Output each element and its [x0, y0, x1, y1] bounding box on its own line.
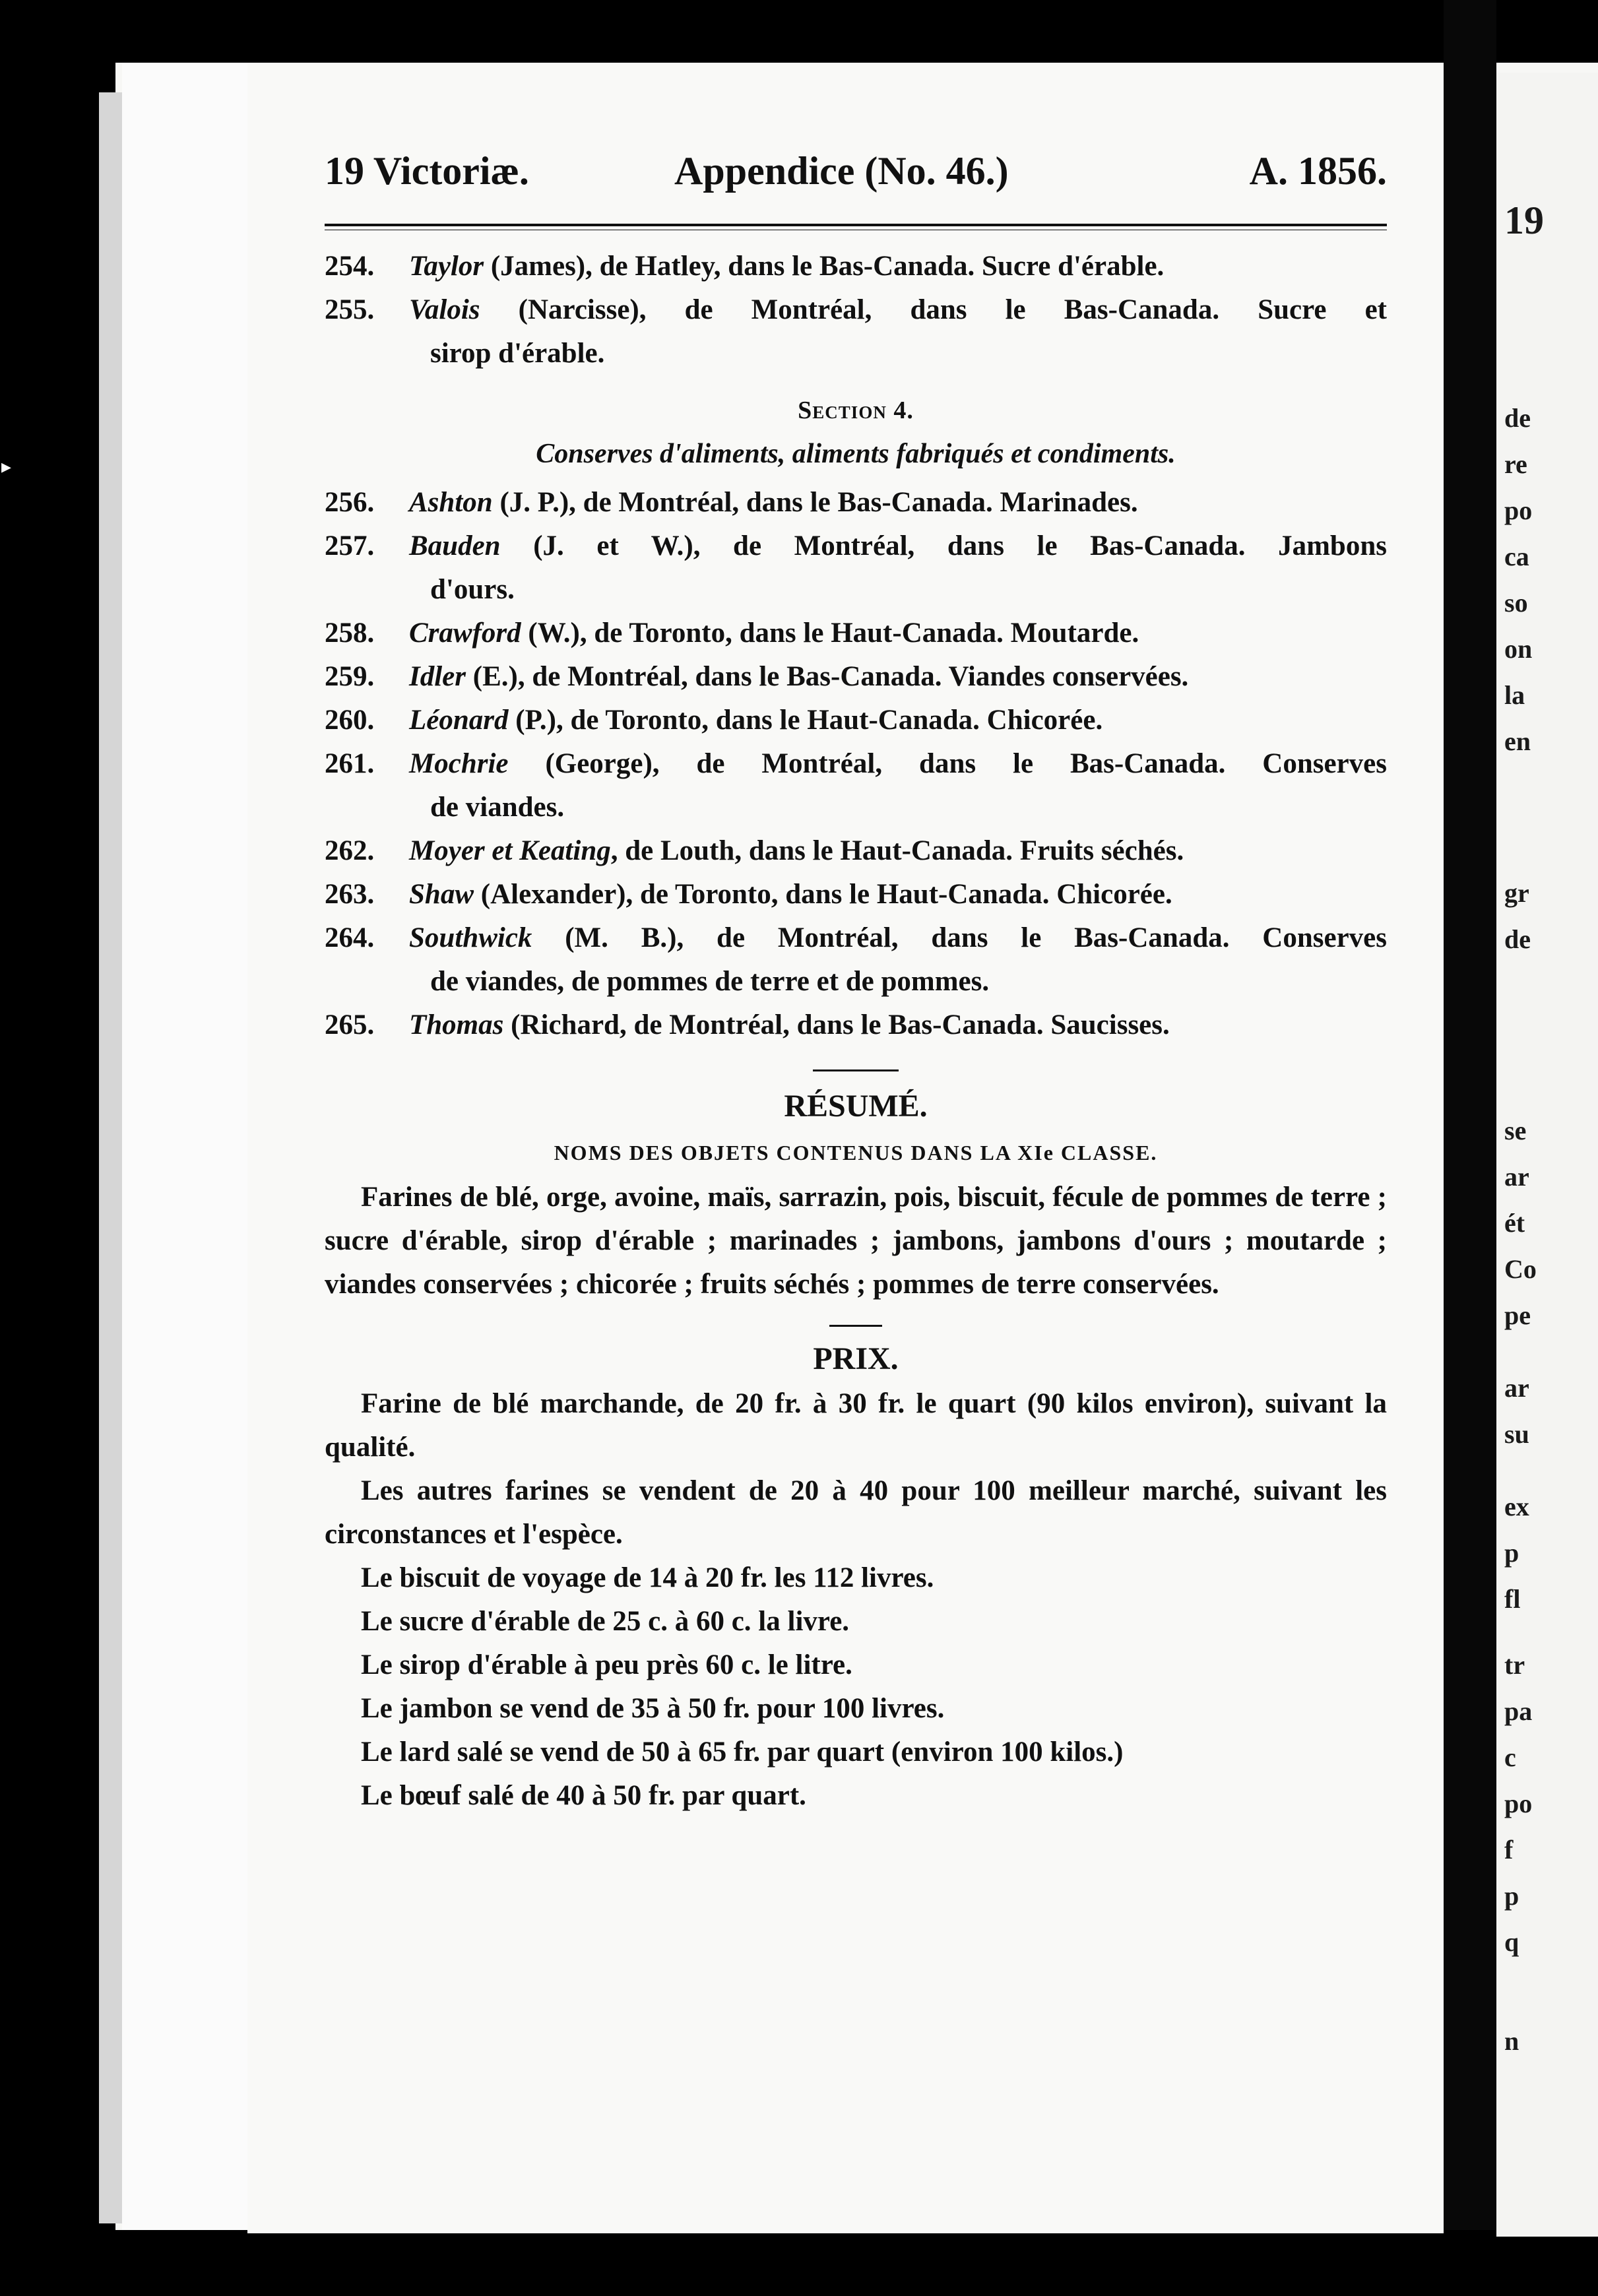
price-line: Farine de blé marchande, de 20 fr. à 30 fr. le quart (90 kilos environ), suivant la qualité. [325, 1388, 1387, 1463]
facing-page-fragment: po [1504, 495, 1533, 525]
facing-page-fragment: gr [1504, 878, 1529, 908]
facing-page [1496, 73, 1598, 2237]
catalog-entry [325, 742, 1387, 829]
entry-text: (Richard, de Montréal, dans le Bas-Canada. Saucisses. [503, 1009, 1170, 1040]
entry-text: (P.), de Toronto, dans le Haut-Canada. Chicorée. [508, 705, 1103, 736]
price-line: Le bœuf salé de 40 à 50 fr. par quart. [361, 1780, 806, 1811]
catalog-entry [325, 829, 1387, 873]
exhibitor-name: Southwick [409, 922, 532, 953]
entry-text: (Narcisse), de Montréal, dans le Bas-Canada. Sucre et [480, 294, 1387, 325]
facing-page-fragment: fl [1504, 1584, 1521, 1614]
catalog-entry [325, 481, 1387, 525]
scan-bottom-border [0, 2230, 1598, 2296]
catalog-entry [325, 699, 1387, 742]
entry-text: (E.), de Montréal, dans le Bas-Canada. Viandes conservées. [466, 661, 1189, 692]
facing-page-fragment: Co [1504, 1254, 1537, 1284]
facing-page-fragment: po [1504, 1789, 1533, 1818]
entry-continuation: d'ours. [430, 574, 515, 605]
header-rule [325, 224, 1387, 230]
section-title: Section 4. [798, 397, 914, 424]
prix-list [325, 1382, 1387, 1818]
exhibitor-name: Bauden [409, 530, 501, 561]
entry-number: 262. [325, 835, 375, 866]
facing-page-fragment: su [1504, 1419, 1529, 1449]
facing-page-fragment: re [1504, 449, 1527, 479]
facing-page-fragment: ca [1504, 542, 1529, 571]
facing-page-fragment: tr [1504, 1650, 1525, 1680]
price-line: Les autres farines se vendent de 20 à 40 pour 100 meilleur marché, suivant les circonstances et l'espèce. [325, 1475, 1387, 1550]
entry-line [325, 1009, 1170, 1040]
exhibitor-name: Thomas [409, 1009, 504, 1040]
entry-number: 256. [325, 487, 375, 518]
facing-page-fragment: f [1504, 1835, 1514, 1865]
facing-page-fragment: ét [1504, 1208, 1525, 1238]
entry-list-a [325, 245, 1387, 375]
facing-page-fragment: c [1504, 1742, 1516, 1772]
catalog-entry [325, 288, 1387, 375]
price-line: Le jambon se vend de 35 à 50 fr. pour 100 livres. [361, 1693, 945, 1724]
entry-number: 258. [325, 618, 375, 649]
facing-page-fragment: la [1504, 680, 1525, 710]
entry-number: 254. [325, 251, 375, 282]
facing-page-fragment: 19 [1504, 199, 1544, 242]
running-header [325, 148, 1387, 201]
facing-page-fragment: ar [1504, 1373, 1529, 1403]
page-content [325, 148, 1387, 1818]
header-right: A. 1856. [1249, 149, 1387, 193]
entry-text: (W.), de Toronto, dans le Haut-Canada. Moutarde. [521, 618, 1139, 649]
facing-page-fragment: de [1504, 403, 1531, 433]
scan-top-border [0, 0, 1598, 63]
catalog-entry [325, 525, 1387, 612]
exhibitor-name: Léonard [409, 705, 509, 736]
facing-page-fragment: pe [1504, 1300, 1531, 1330]
entry-number: 263. [325, 879, 375, 910]
entry-line [325, 530, 1387, 561]
exhibitor-name: Crawford [409, 618, 521, 649]
entry-text: (M. B.), de Montréal, dans le Bas-Canada. Conserves [532, 922, 1387, 953]
price-line: Le sirop d'érable à peu près 60 c. le litre. [361, 1649, 852, 1680]
catalog-entry [325, 916, 1387, 1004]
resume-title: RÉSUMÉ. [784, 1089, 928, 1124]
entry-line [325, 879, 1172, 910]
entry-text: , de Louth, dans le Haut-Canada. Fruits séchés. [610, 835, 1184, 866]
scan-left-border [0, 0, 115, 2296]
facing-page-fragment: p [1504, 1538, 1519, 1568]
entry-continuation: sirop d'érable. [430, 338, 605, 369]
entry-text: (George), de Montréal, dans le Bas-Canada. Conserves [508, 748, 1387, 779]
facing-page-fragment: so [1504, 588, 1528, 618]
facing-page-fragment: en [1504, 726, 1531, 756]
entry-text: (J. et W.), de Montréal, dans le Bas-Canada. Jambons [500, 530, 1387, 561]
entry-text: (Alexander), de Toronto, dans le Haut-Canada. Chicorée. [474, 879, 1172, 910]
catalog-entry [325, 245, 1387, 288]
price-line: Le lard salé se vend de 50 à 65 fr. par quart (environ 100 kilos.) [361, 1737, 1124, 1768]
entry-continuation: de viandes. [430, 792, 565, 823]
exhibitor-name: Moyer et Keating [409, 835, 611, 866]
page-edge [99, 92, 125, 2223]
facing-page-fragment: de [1504, 924, 1531, 954]
facing-page-fragment: ar [1504, 1162, 1529, 1192]
price-line: Le sucre d'érable de 25 c. à 60 c. la livre. [361, 1606, 850, 1637]
divider [829, 1325, 882, 1327]
catalog-entry [325, 1004, 1387, 1047]
scan-mark: ▸ [1, 456, 12, 478]
facing-page-fragment: p [1504, 1881, 1519, 1911]
entry-line [325, 922, 1387, 953]
facing-page-fragment: n [1504, 2026, 1519, 2056]
entry-number: 261. [325, 748, 375, 779]
entry-line [325, 487, 1138, 518]
facing-page-fragment: se [1504, 1116, 1527, 1145]
book-gutter [1444, 0, 1496, 2296]
entry-line [325, 748, 1387, 779]
facing-page-fragment: ex [1504, 1492, 1529, 1521]
exhibitor-name: Ashton [409, 487, 493, 518]
facing-page-fragment: pa [1504, 1696, 1533, 1726]
entry-line [325, 835, 1184, 866]
entry-text: (James), de Hatley, dans le Bas-Canada. Sucre d'érable. [484, 251, 1165, 282]
exhibitor-name: Mochrie [409, 748, 509, 779]
entry-line [325, 294, 1387, 325]
entry-text: (J. P.), de Montréal, dans le Bas-Canada. Marinades. [492, 487, 1138, 518]
entry-number: 264. [325, 922, 375, 953]
entry-line [325, 661, 1188, 692]
facing-page-fragment: on [1504, 634, 1533, 664]
entry-number: 265. [325, 1009, 375, 1040]
prix-title: PRIX. [813, 1341, 899, 1376]
section-subtitle: Conserves d'aliments, aliments fabriqués et condiments. [536, 439, 1176, 469]
header-left: 19 Victoriæ. [325, 149, 529, 193]
divider [813, 1069, 899, 1071]
page-margin [122, 63, 247, 2233]
entry-line [325, 618, 1139, 649]
catalog-entry [325, 655, 1387, 699]
exhibitor-name: Taylor [409, 251, 484, 282]
resume-text: Farines de blé, orge, avoine, maïs, sarrazin, pois, biscuit, fécule de pommes de terre ; sucre d'érable, sirop d'érable ; marinades ; jambons, jambons d'ours ; moutarde ; viandes conservées ; chicorée ; fruits séchés ; pommes de terre conservées. [325, 1182, 1387, 1300]
exhibitor-name: Idler [409, 661, 466, 692]
entry-number: 255. [325, 294, 375, 325]
entry-line [325, 705, 1103, 736]
facing-page-fragment: q [1504, 1927, 1519, 1957]
catalog-entry [325, 873, 1387, 916]
exhibitor-name: Shaw [409, 879, 474, 910]
header-center: Appendice (No. 46.) [674, 149, 1009, 193]
document-page [247, 63, 1444, 2233]
entry-continuation: de viandes, de pommes de terre et de pommes. [430, 966, 990, 997]
catalog-entry [325, 612, 1387, 655]
entry-number: 260. [325, 705, 375, 736]
resume-subtitle: NOMS DES OBJETS CONTENUS DANS LA XIe CLASSE. [554, 1141, 1158, 1164]
entry-number: 259. [325, 661, 375, 692]
entry-number: 257. [325, 530, 375, 561]
entry-line [325, 251, 1164, 282]
entry-list-b [325, 481, 1387, 1047]
price-line: Le biscuit de voyage de 14 à 20 fr. les 112 livres. [361, 1562, 934, 1593]
exhibitor-name: Valois [409, 294, 480, 325]
